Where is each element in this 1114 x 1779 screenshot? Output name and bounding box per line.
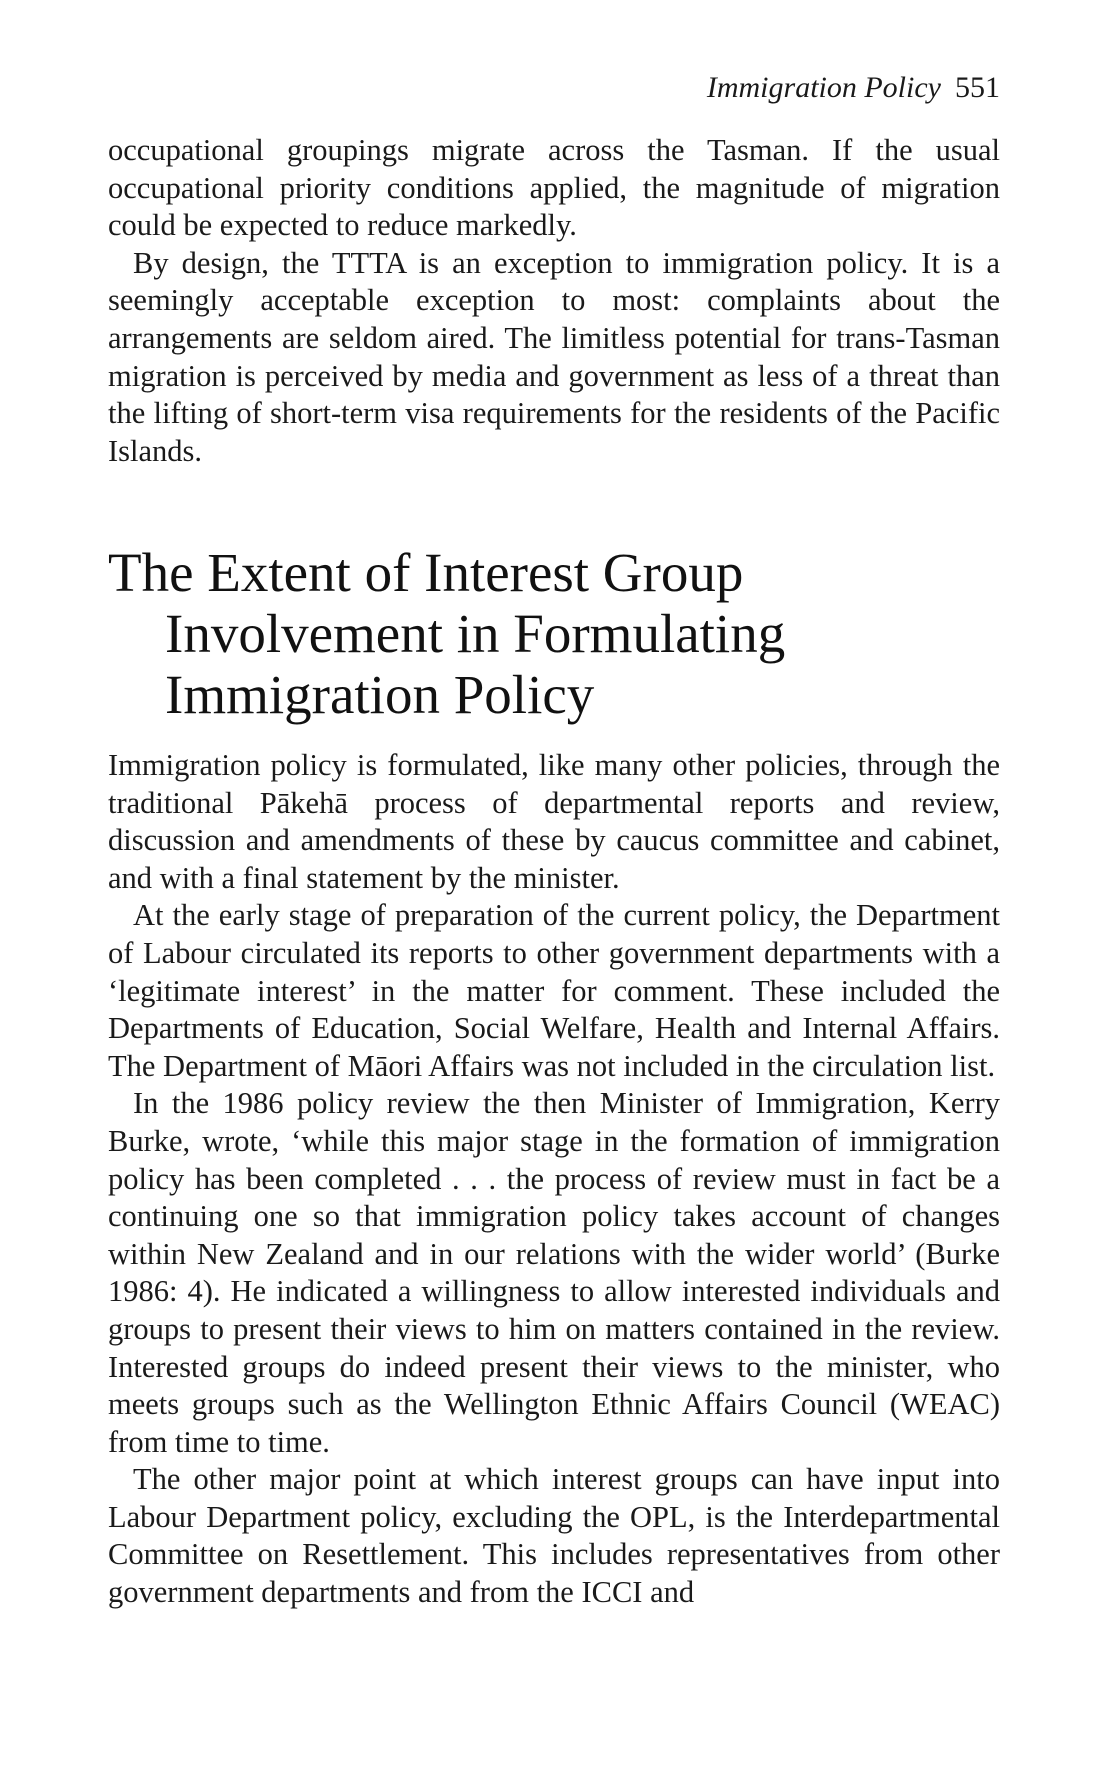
paragraph-1986-review: In the 1986 policy review the then Minister of Immigration, Kerry Burke, wrote, ‘while this major stage in the formation of immigration policy has been completed . . . the process of review must in fact be a continuing one so that immigration policy takes account of changes within New Zealand and in our relations with the wider world’ (Burke 1986: 4). He indicated a willingness to allow interested individuals and groups to present their views to him on matters contained in the review. Interested groups do indeed present their views to the minister, who meets groups such as the Wellington Ethnic Affairs Council (WEAC) from time to time. <box>108 1086 1000 1459</box>
paragraph-ttta: By design, the TTTA is an exception to immigration policy. It is a seemingly acceptable exception to most: complaints about the arrangements are seldom aired. The limitless potential for trans-Tasman migration is perceived by media and government as less of a threat than the lifting of short-term visa requirements for the residents of the Pacific Islands. <box>108 245 1000 468</box>
paragraph-interest-groups: The other major point at which interest groups can have input into Labour Department policy, excluding the OPL, is the Interdepartmental Committee on Resettlement. This includes representatives from other government departments and from the ICCI and <box>108 1462 1000 1610</box>
paragraph-early-stage: At the early stage of preparation of the current policy, the Department of Labour circulated its reports to other government departments with a ‘legitimate interest’ in the matter for comment. These included the Departments of Education, Social Welfare, Health and Internal Affairs. The Department of Māori Affairs was not included in the circulation list. <box>108 898 1000 1083</box>
heading-line-2: Involvement in Formulating <box>165 603 786 664</box>
text-block-top <box>108 132 1000 470</box>
paragraph-formulation: Immigration policy is formulated, like many other policies, through the traditional Pākehā process of departmental reports and review, discussion and amendments of these by caucus committee and cabinet, and with a final statement by the minister. <box>108 748 1000 895</box>
heading-line-1: The Extent of Interest Group <box>108 542 744 603</box>
running-head <box>108 70 1000 106</box>
section-heading <box>108 542 1000 725</box>
page-number: 551 <box>955 71 1000 104</box>
running-head-title: Immigration Policy <box>706 71 941 104</box>
paragraph-continuation: occupational groupings migrate across the Tasman. If the usual occupational priority conditions applied, the magnitude of migration could be expected to reduce markedly. <box>108 133 1000 243</box>
text-block-section <box>108 747 1000 1612</box>
heading-line-3: Immigration Policy <box>165 664 595 725</box>
